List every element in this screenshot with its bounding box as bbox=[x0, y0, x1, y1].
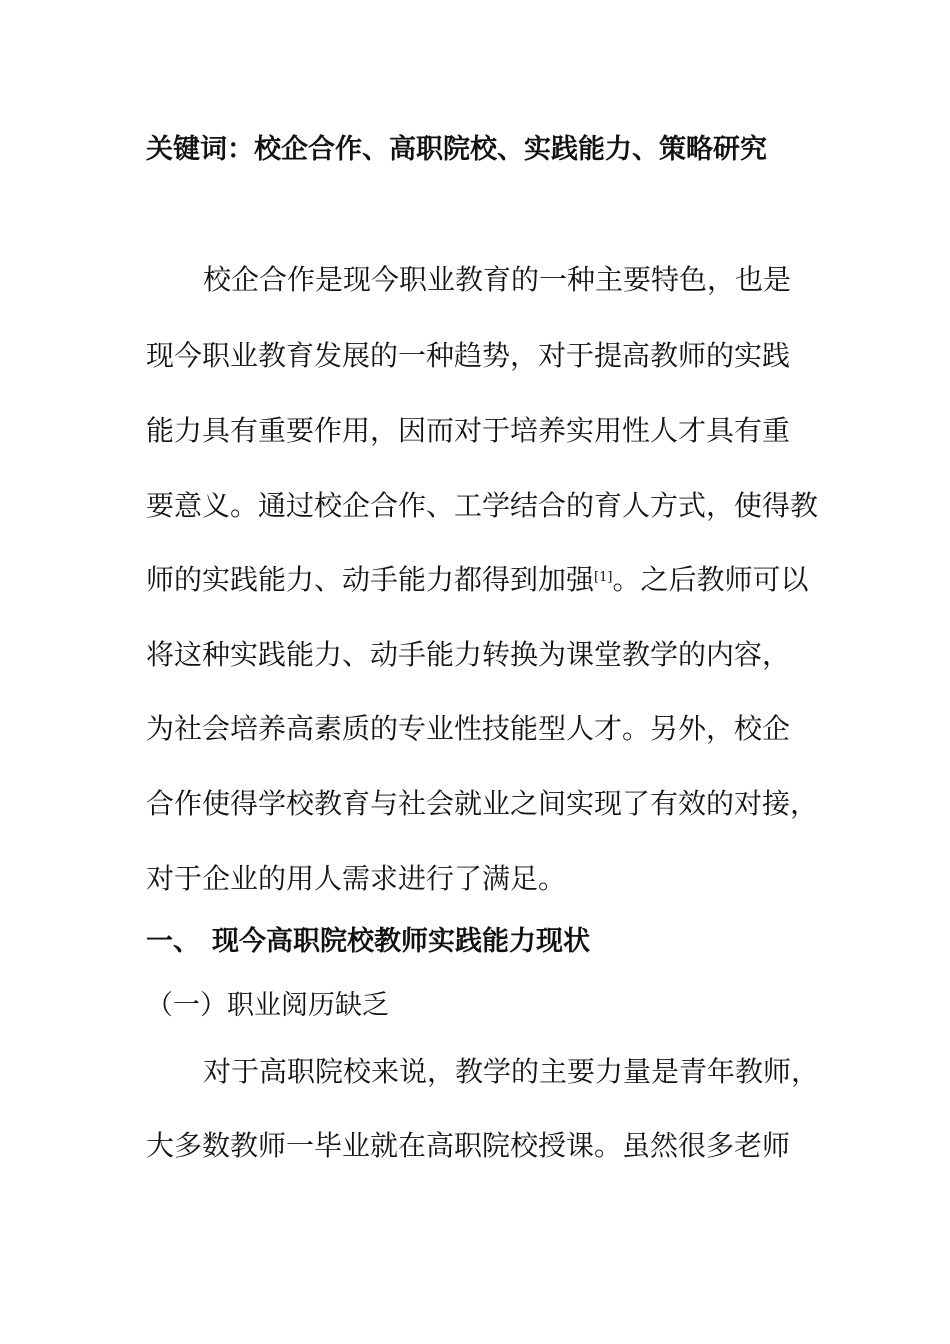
keywords-line: 关键词：校企合作、高职院校、实践能力、策略研究 bbox=[146, 134, 767, 165]
paragraph-line: 大多数教师一毕业就在高职院校授课。虽然很多老师 bbox=[146, 1129, 791, 1162]
paragraph-line: 能力具有重要作用，因而对于培养实用性人才具有重 bbox=[146, 414, 791, 447]
paragraph-line: 为社会培养高素质的专业性技能型人才。另外，校企 bbox=[146, 712, 791, 745]
paragraph-line: 校企合作是现今职业教育的一种主要特色，也是 bbox=[203, 263, 792, 296]
paragraph-line: 合作使得学校教育与社会就业之间实现了有效的对接， bbox=[146, 787, 819, 820]
section-number: 一、 bbox=[146, 926, 200, 957]
paragraph-line: 对于企业的用人需求进行了满足。 bbox=[146, 862, 567, 895]
paragraph-line bbox=[146, 558, 808, 602]
citation-reference: [1] bbox=[594, 570, 613, 585]
paragraph-text: 。之后教师可以 bbox=[612, 563, 809, 596]
section-heading bbox=[146, 920, 590, 964]
subsection-heading: （一）职业阅历缺乏 bbox=[146, 990, 389, 1021]
paragraph-line: 将这种实践能力、动手能力转换为课堂教学的内容， bbox=[146, 638, 791, 671]
paragraph-line: 现今职业教育发展的一种趋势，对于提高教师的实践 bbox=[146, 339, 791, 372]
paragraph-line: 对于高职院校来说，教学的主要力量是青年教师， bbox=[203, 1055, 820, 1088]
section-title: 现今高职院校教师实践能力现状 bbox=[212, 926, 590, 957]
paragraph-line: 要意义。通过校企合作、工学结合的育人方式，使得教 bbox=[146, 489, 819, 522]
paragraph-text: 师的实践能力、动手能力都得到加强 bbox=[146, 563, 595, 596]
